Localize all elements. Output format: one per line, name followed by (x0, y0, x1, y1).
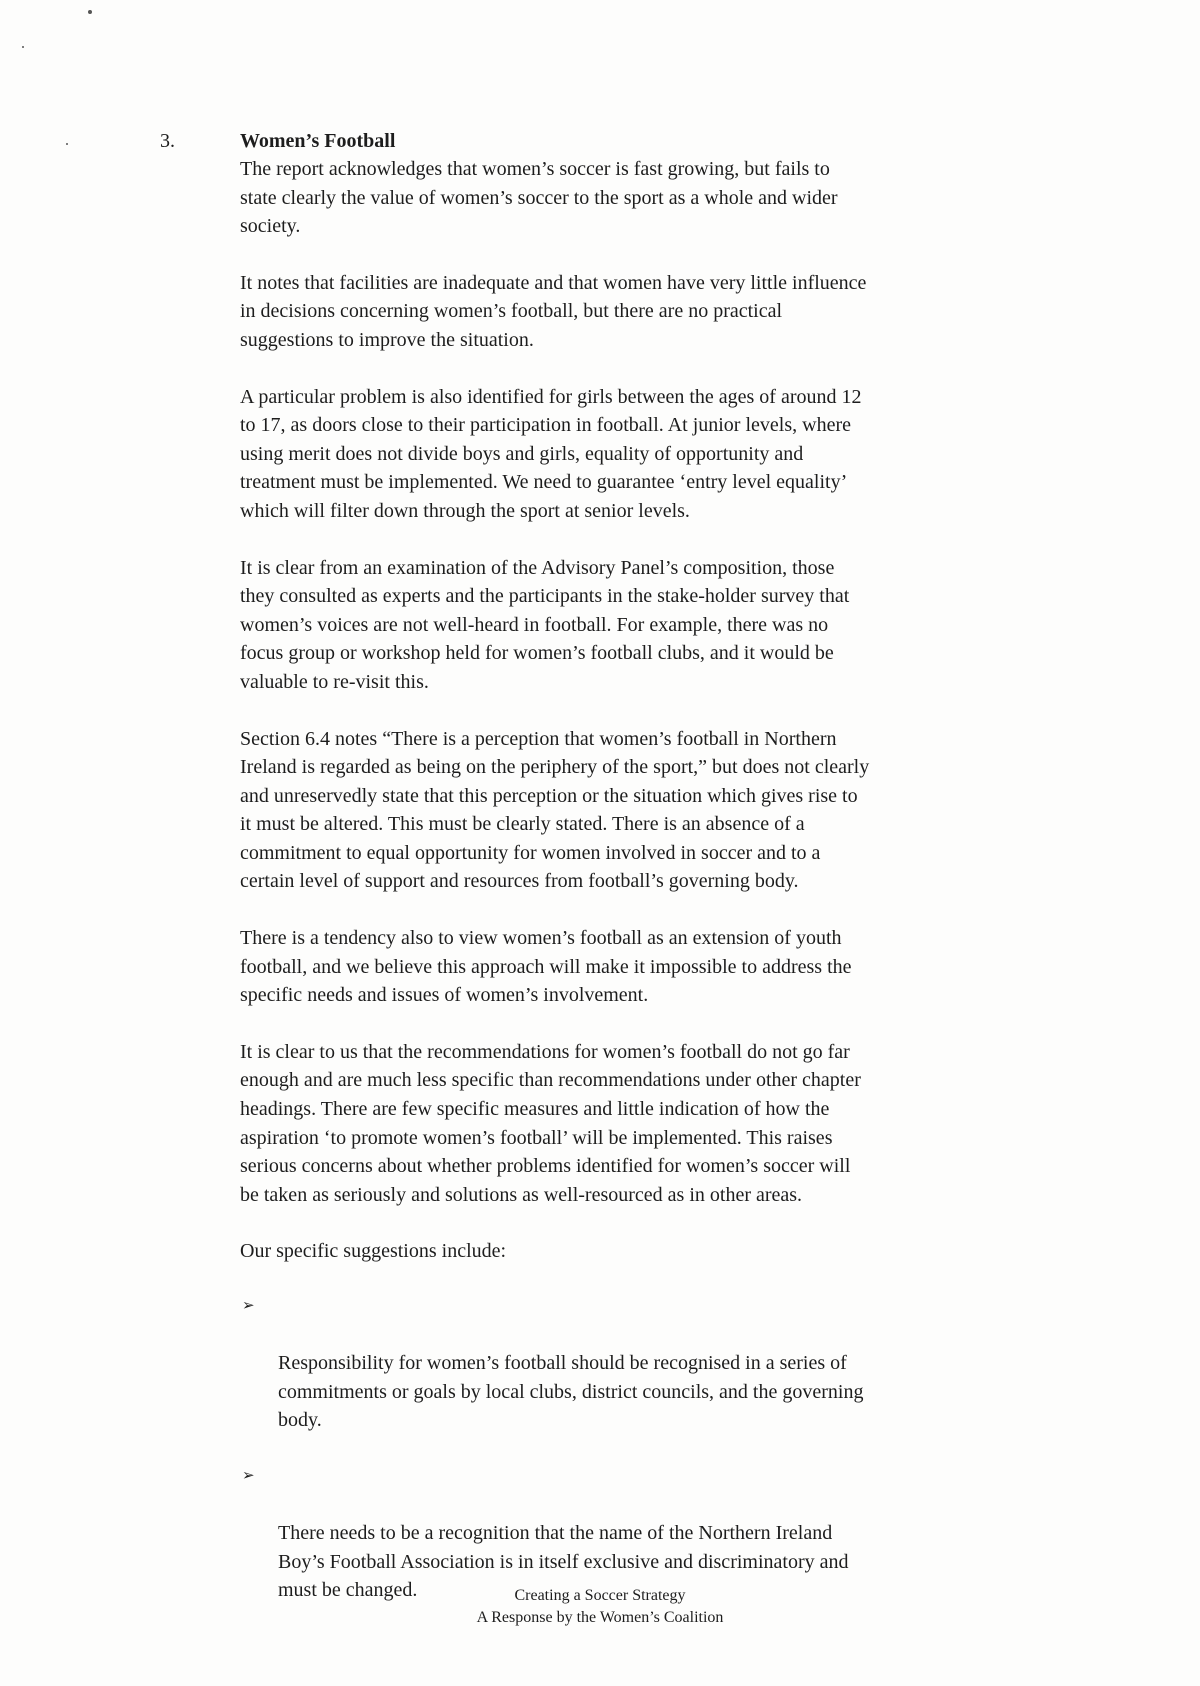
scan-speck (22, 46, 24, 48)
suggestion-text: Responsibility for women’s football should be recognised in a series of commitments or goals by local clubs, district councils, and the governing body. (278, 1352, 864, 1432)
section-title: Women’s Football (240, 130, 396, 152)
arrow-bullet-icon: ➢ (242, 1467, 255, 1484)
scan-speck (88, 10, 92, 14)
paragraph: The report acknowledges that women’s soccer is fast growing, but fails to state clearly the value of women’s soccer to the sport as a whole and wider society. (240, 158, 838, 238)
paragraph: There is a tendency also to view women’s football as an extension of youth football, and we believe this approach will make it impossible to address the specific needs and issues of women’s involvement. (240, 927, 852, 1007)
suggestions-intro: Our specific suggestions include: (240, 1240, 507, 1263)
paragraph: It notes that facilities are inadequate and that women have very little influence in decisions concerning women’s football, but there are no practical suggestions to improve the situation. (240, 271, 867, 351)
section-womens-football (160, 125, 1030, 1632)
footer-subtitle: A Response by the Women’s Coalition (476, 1609, 724, 1626)
suggestion-item (240, 1292, 1030, 1435)
section-number: 3. (160, 130, 175, 152)
page-footer (0, 1585, 1200, 1629)
suggestions-list (240, 1292, 1030, 1605)
paragraph: It is clear to us that the recommendations for women’s football do not go far enough and are much less specific than recommendations under other chapter headings. There are few specific measures and little indication of how the aspiration ‘to promote women’s football’ will be implemented. This raises serious concerns about whether problems identified for women’s soccer will be taken as seriously and solutions as well-resourced as in other areas. (240, 1040, 861, 1206)
paragraph: It is clear from an examination of the Advisory Panel’s composition, those they consulted as experts and the participants in the stake-holder survey that women’s voices are not well-heard in football. For example, there was no focus group or workshop held for women’s football clubs, and it would be valuable to re-visit this. (240, 556, 850, 693)
paragraph: Section 6.4 notes “There is a perception that women’s football in Northern Ireland is regarded as being on the periphery of the sport,” but does not clearly and unreservedly state that this perception or the situation which gives rise to it must be altered. This must be clearly stated. There is an absence of a commitment to equal opportunity for women involved in soccer and to a certain level of support and resources from football’s governing body. (240, 727, 870, 893)
scan-speck (66, 143, 68, 145)
footer-title: Creating a Soccer Strategy (514, 1587, 686, 1604)
arrow-bullet-icon: ➢ (242, 1298, 255, 1314)
section-body (240, 127, 1030, 1605)
suggestion-item (240, 1462, 1030, 1605)
suggestion-text: There needs to be a recognition that the name of the Northern Ireland Boy’s Football Association is in itself exclusive and discriminatory and must be changed. (278, 1522, 849, 1602)
paragraph: A particular problem is also identified for girls between the ages of around 12 to 17, as doors close to their participation in football. At junior levels, where using merit does not divide boys and girls, equality of opportunity and treatment must be implemented. We need to guarantee ‘entry level equality’ which will filter down through the sport at senior levels. (240, 385, 862, 522)
